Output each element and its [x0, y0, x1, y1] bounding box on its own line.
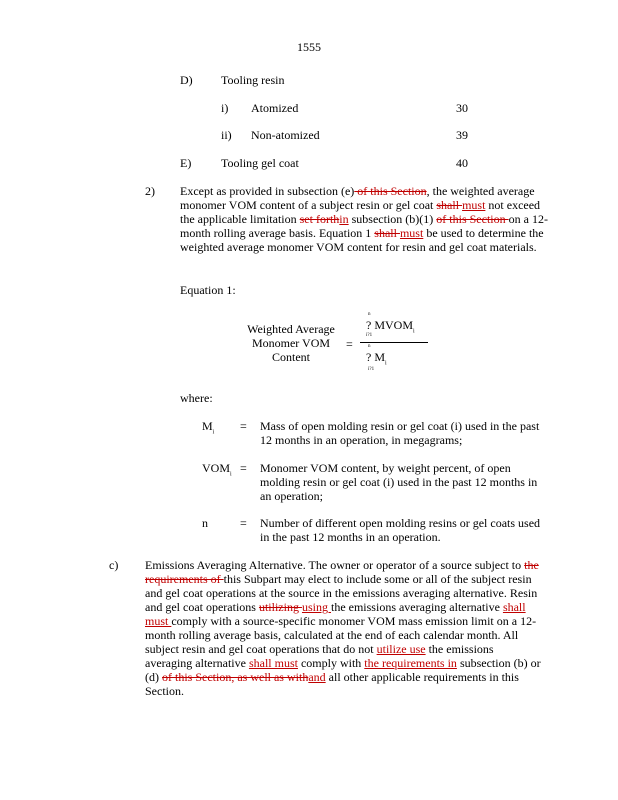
where-label: where:	[180, 391, 213, 405]
item-i-value: 30	[456, 101, 468, 115]
item-d-label: D)	[180, 73, 193, 87]
denominator: ? $M_i$	[366, 350, 387, 367]
para2-label: 2)	[145, 184, 155, 198]
numerator-upper-limit: n	[368, 312, 371, 317]
equation-label: Equation 1:	[180, 283, 236, 297]
denominator-lower-limit: i?1	[368, 367, 375, 372]
def-n-equals: =	[240, 516, 247, 530]
def-vom-symbol: $VOM_i$	[202, 461, 232, 478]
item-ii-value: 39	[456, 128, 468, 142]
denominator-sum-icon: ?	[366, 350, 372, 364]
numerator-text: MVOM	[374, 318, 413, 332]
equation-equals: =	[346, 337, 353, 351]
page-number: 1555	[297, 40, 321, 54]
numerator: ? $MVOM_i$	[366, 318, 415, 335]
def-vom-equals: =	[240, 461, 247, 475]
fraction-bar	[360, 342, 428, 343]
lhs-line-2: Monomer VOM	[251, 336, 331, 350]
def-n-symbol: n	[202, 516, 208, 530]
lhs-line-1: Weighted Average	[247, 322, 335, 336]
item-i-text: Atomized	[251, 101, 299, 115]
def-m-symbol: $M_i$	[202, 419, 215, 436]
item-i-label: i)	[221, 101, 229, 115]
item-d-text: Tooling resin	[221, 73, 285, 87]
denominator-upper-limit: n	[368, 344, 371, 349]
para2-body: Except as provided in subsection (e) of this Section, the weighted average monomer VOM content of a subject resin or gel coat shall must not exceed the applicable limitation set forthin subsection (b)(1) of this Section on a 12-month rolling average basis. Equation 1 shall must be used to determine the weighted average monomer VOM content for resin and gel coat materials.	[180, 184, 548, 254]
item-e-value: 40	[456, 156, 468, 170]
def-m-text: Mass of open molding resin or gel coat (i) used in the past 12 months in an operation, in megagrams;	[260, 419, 540, 447]
item-ii-text: Non-atomized	[251, 128, 320, 142]
denominator-text: M	[374, 350, 385, 364]
def-vom-text: Monomer VOM content, by weight percent, of open molding resin or gel coat (i) used in the past 12 months in an operation;	[260, 461, 538, 503]
parac-body: Emissions Averaging Alternative. The owner or operator of a source subject to the requirements of this Subpart may elect to include some or all of the subject resin and gel coat operations at the source in the emissions averaging alternative. Resin and gel coat operations utilizing using the emissions averaging alternative shall must comply with a source-specific monomer VOM mass emission limit on a 12-month rolling average basis, calculated at the end of each calendar month. All subject resin and gel coat operations that do not utilize use the emissions averaging alternative shall must comply with the requirements in subsection (b) or (d) of this Section, as well as withand all other applicable requirements in this Section.	[145, 558, 541, 698]
numerator-sum-icon: ?	[366, 318, 372, 332]
lhs-line-3: Content	[272, 350, 310, 364]
def-m-equals: =	[240, 419, 247, 433]
def-n-text: Number of different open molding resins or gel coats used in the past 12 months in an operation.	[260, 516, 541, 544]
numerator-lower-limit: i?1	[366, 333, 373, 338]
parac-label: c)	[109, 558, 119, 572]
equation-lhs	[243, 322, 339, 364]
item-ii-label: ii)	[221, 128, 232, 142]
item-e-label: E)	[180, 156, 192, 170]
item-e-text: Tooling gel coat	[221, 156, 299, 170]
